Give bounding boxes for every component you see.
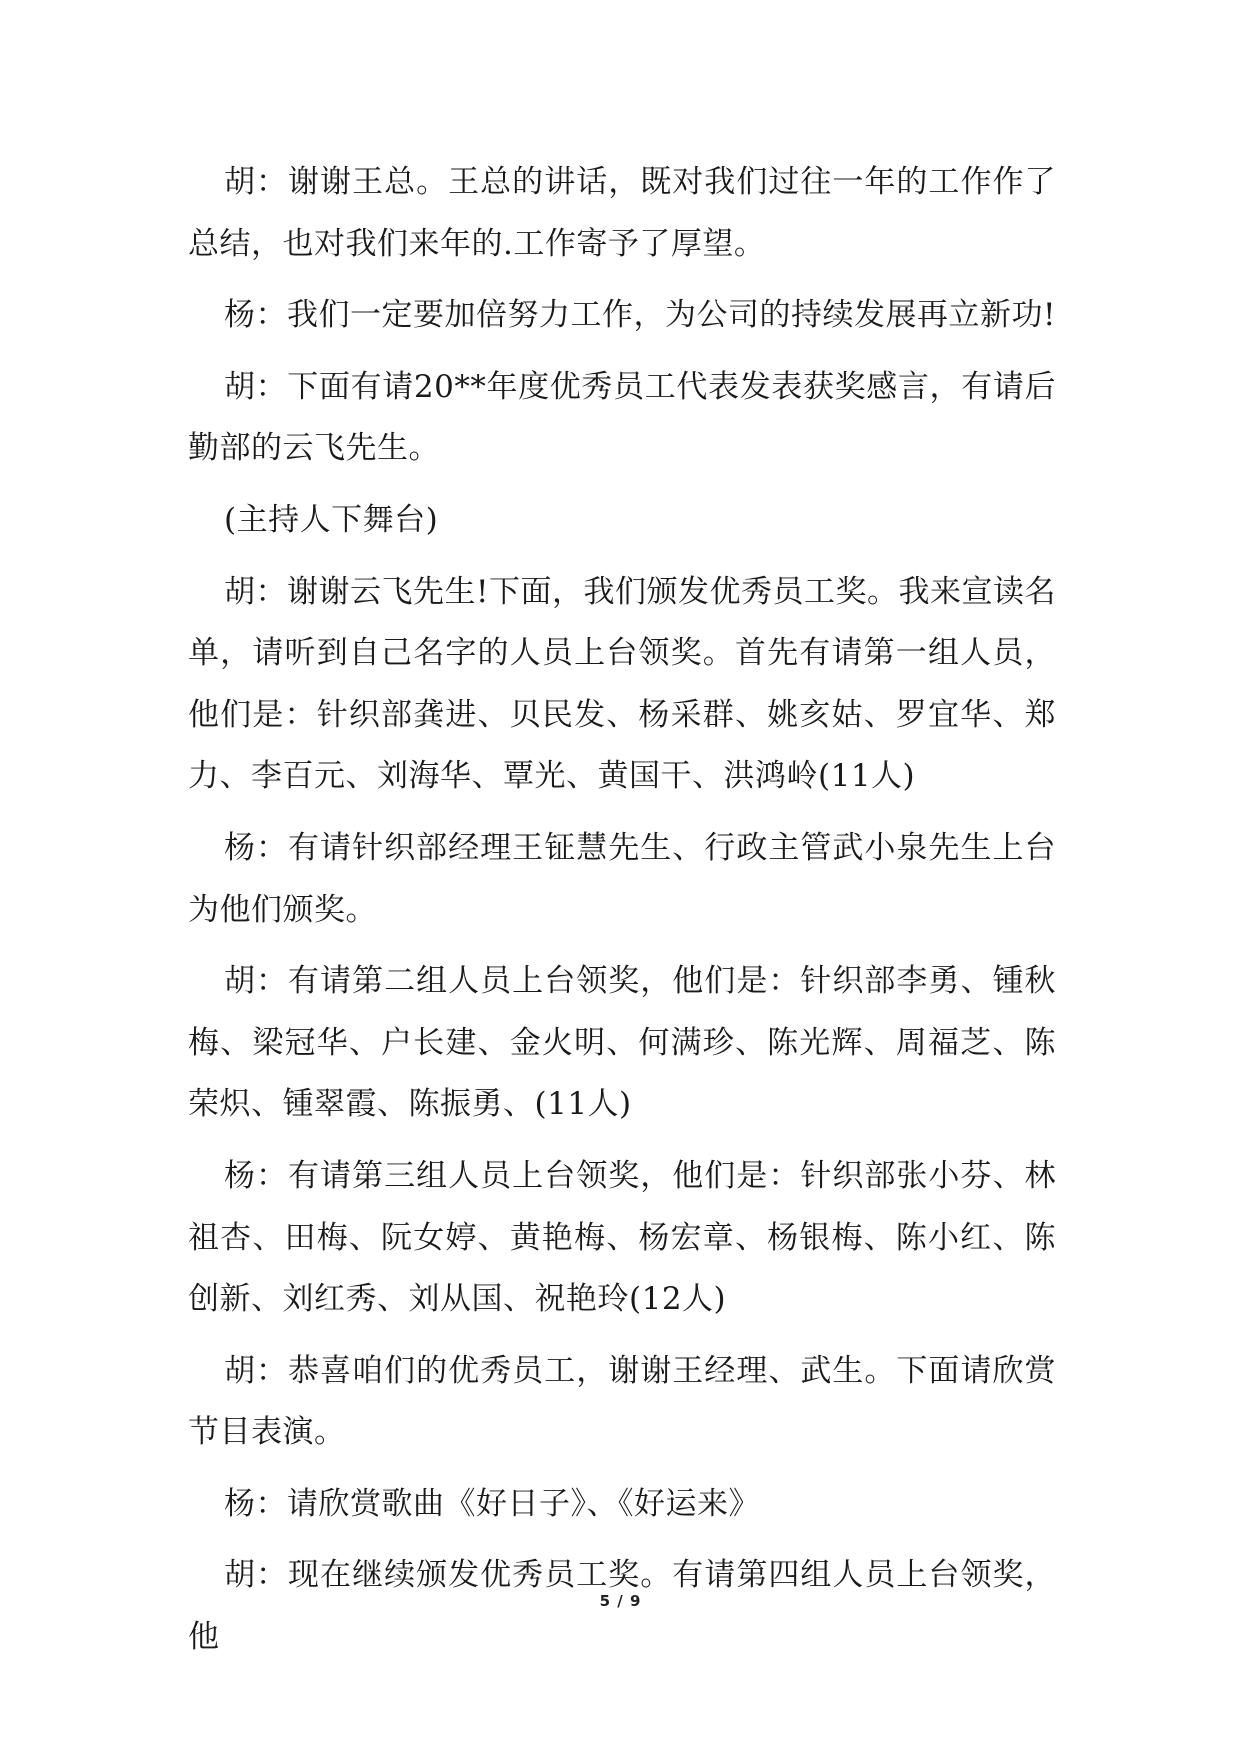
paragraph-1: 胡：谢谢王总。王总的讲话，既对我们过往一年的工作作了总结，也对我们来年的.工作寄予了厚望。: [188, 164, 1056, 262]
paragraph-4: (主持人下舞台): [224, 501, 439, 538]
paragraph-11: 胡：现在继续颁发优秀员工奖。有请第四组人员上台领奖，他: [188, 1557, 1056, 1656]
paragraph-8: 杨：有请第三组人员上台领奖，他们是：针织部张小芬、林祖杏、田梅、阮女婷、黄艳梅、杨宏章、杨银梅、陈小红、陈创新、刘红秀、刘从国、祝艳玲(12人): [188, 1157, 1056, 1318]
paragraph-6: 杨：有请针织部经理王钲慧先生、行政主管武小泉先生上台为他们颁奖。: [188, 829, 1056, 928]
paragraph-5: 胡：谢谢云飞先生!下面，我们颁发优秀员工奖。我来宣读名单，请听到自己名字的人员上台领奖。首先有请第一组人员，他们是：针织部龚进、贝民发、杨采群、姚亥姑、罗宜华、郑力、李百元、刘海华、覃光、黄国干、洪鸿岭(11人): [188, 573, 1056, 795]
page-number: 5 / 9: [599, 1592, 642, 1610]
paragraph-10: 杨：请欣赏歌曲《好日子》、《好运来》: [224, 1485, 760, 1522]
paragraph-7: 胡：有请第二组人员上台领奖，他们是：针织部李勇、锺秋梅、梁冠华、户长建、金火明、何满珍、陈光辉、周福芝、陈荣炽、锺翠霞、陈振勇、(11人): [188, 963, 1056, 1123]
paragraph-3: 胡：下面有请20**年度优秀员工代表发表获奖感言，有请后勤部的云飞先生。: [188, 368, 1056, 467]
document-body: [188, 152, 1056, 1679]
paragraph-2: 杨：我们一定要加倍努力工作，为公司的持续发展再立新功!: [224, 297, 1056, 334]
paragraph-9: 胡：恭喜咱们的优秀员工，谢谢王经理、武生。下面请欣赏节目表演。: [188, 1352, 1056, 1451]
